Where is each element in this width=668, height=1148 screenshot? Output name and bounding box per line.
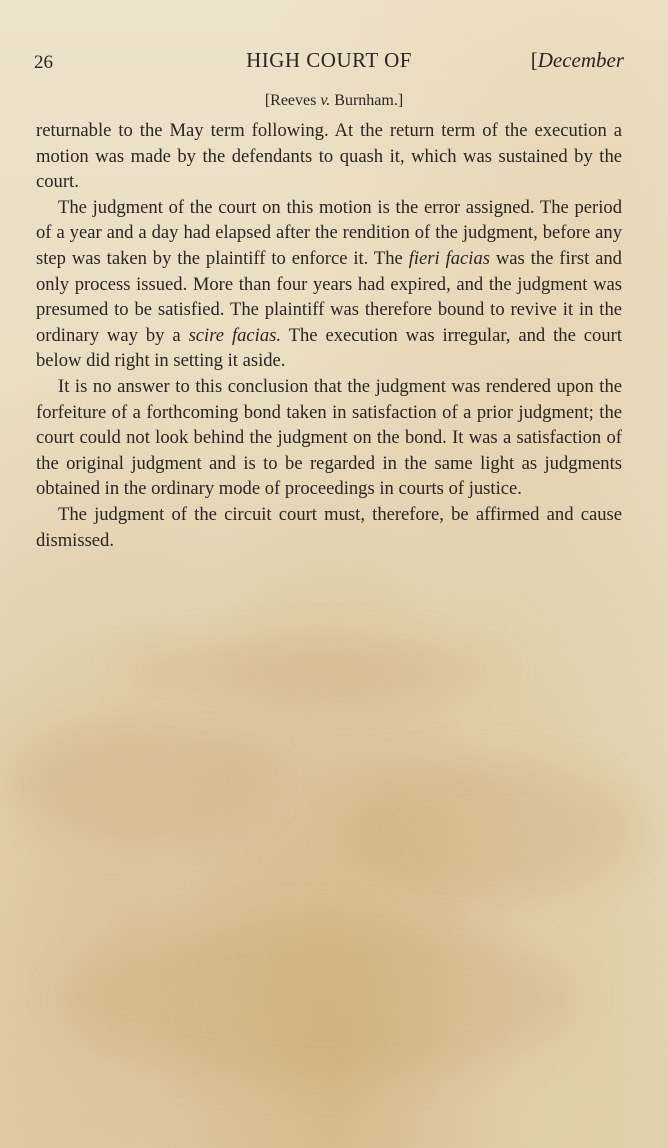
case-caption-v: v.: [320, 92, 331, 109]
paragraph-2-italic-fieri-facias: fieri facias: [408, 247, 490, 269]
running-head: HIGH COURT OF: [246, 48, 412, 72]
case-caption-open: [Reeves: [264, 92, 321, 109]
paragraph-2-text-e: The execution was irregular, and the court below did right in setting it aside.: [36, 324, 622, 372]
paragraph-4: The judgment of the circuit court must, therefore, be affirmed and cause dismissed.: [36, 503, 622, 551]
paper-stain: [10, 720, 270, 840]
paragraph-3: It is no answer to this conclusion that the judgment was rendered upon the forfeiture of a forthcoming bond taken in satisfaction of a prior judgment; the court could not look behind the judgment on the bond. It was a satisfaction of the original judgment and is to be regarded in the same light as judgments obtained in the ordinary mode of proceedings in courts of justice.: [36, 375, 622, 500]
body-text: [36, 118, 622, 553]
paper-stain: [120, 640, 500, 700]
case-caption: [0, 92, 668, 110]
date-label: December: [537, 48, 624, 72]
paragraph-2: [36, 195, 622, 374]
paragraph-1: returnable to the May term following. At the return term of the execution a motion was made by the defendants to quash it, which was sustained by the court.: [36, 120, 622, 193]
paper-stain: [340, 760, 640, 900]
date-bracket: [: [530, 48, 538, 72]
running-date: [531, 48, 624, 73]
case-caption-close: Burnham.]: [330, 92, 404, 109]
paragraph-2-text-c: was the first and only process issued. More than four years had expired, and the judgment was presumed to be satisfied. The plaintiff was therefore bound to revive it in the ordinary way by a: [36, 247, 622, 346]
paper-stain: [60, 920, 580, 1080]
page-number: 26: [34, 52, 53, 73]
paragraph-2-text-a: The judgment of the court on this motion is the error assigned. The period of a year and a day had elapsed after the rendition of the judgment, before any step was taken by the plaintiff to enforce it. The: [36, 196, 622, 269]
paragraph-2-italic-scire-facias: scire facias.: [188, 324, 282, 346]
page-header: [34, 48, 624, 78]
